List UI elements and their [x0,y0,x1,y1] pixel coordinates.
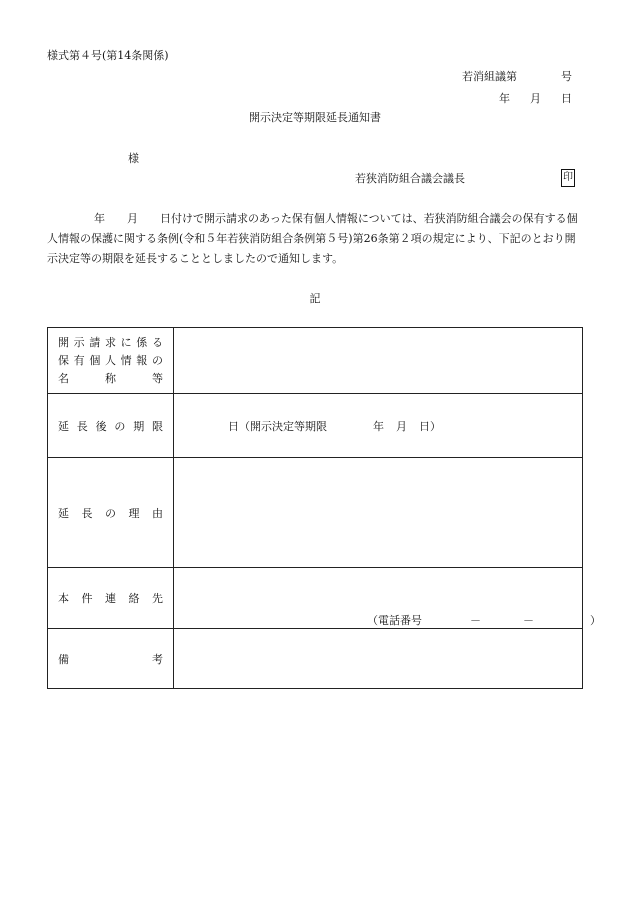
label-char: 絡 [128,592,140,605]
sender: 若狭消防組合議会議長 [355,172,465,185]
label-char: 個 [89,353,101,367]
label-char: 名 [58,371,69,385]
phone-number-line [367,612,601,628]
phone-open: （電話番号 [367,614,422,627]
label-char: 人 [104,353,116,367]
row-reason [48,458,583,568]
label-char: 係 [136,335,148,349]
label-char: 長 [81,506,93,520]
ext-close: 日） [419,419,441,433]
label-char: の [105,506,116,520]
document-number-prefix: 若消組議第 [462,70,517,83]
label-char: 長 [76,419,88,433]
body-text: 日付けで開示請求のあった保有個人情報については、若狭消防組合議会の保有する個人情報の保護に関する条例(令和５年若狭消防組合条例第５号)第26条第２項の規定により、下記のとおり開示決定等の期限を延長することとしましたので通知します。 [47,212,578,265]
label-char: 報 [136,353,148,367]
seal-mark: 印 [561,169,575,187]
label-line [58,352,163,370]
phone-dash-2: － [523,614,534,627]
label-contact [48,568,174,629]
body-paragraph [47,209,583,269]
value-extended-deadline[interactable] [174,394,583,458]
ext-day: 日 [228,419,239,433]
value-remarks[interactable] [174,629,583,689]
label-char: 等 [152,371,163,385]
body-month: 月 [127,212,138,225]
label-char: の [114,419,126,433]
form-number: 様式第４号(第14条関係) [47,49,169,62]
label-char: 考 [152,652,163,666]
label-char: に [120,335,132,349]
label-char: 開 [58,335,69,349]
label-char: 後 [95,419,107,433]
label-extended-deadline [48,394,174,458]
document-number-suffix: 号 [561,70,572,83]
phone-close: ） [590,614,601,627]
label-char: 由 [152,506,163,520]
ext-year: 年 [373,419,384,433]
label-char: 理 [128,506,140,520]
value-contact[interactable] [174,568,601,629]
row-information-name [48,328,583,394]
date-month: 月 [530,92,541,105]
value-reason[interactable] [174,458,583,568]
label-char: 延 [58,506,69,520]
ki-heading: 記 [309,292,321,305]
document-title: 開示決定等期限延長通知書 [249,111,381,124]
document-number [462,70,572,84]
addressee: 様 [128,152,139,165]
label-char: 本 [58,592,69,605]
value-information-name[interactable] [174,328,583,394]
label-line [58,370,163,388]
row-contact [48,568,583,629]
label-char: る [151,335,163,349]
label-char: の [151,353,163,367]
label-char: 求 [104,335,116,349]
label-char: 備 [58,652,69,666]
label-char: 限 [151,419,163,433]
info-table [47,327,601,689]
body-year: 年 [94,212,105,225]
label-char: 保 [58,353,69,367]
document-date [499,92,572,106]
label-char: 示 [73,335,85,349]
label-char: 先 [152,592,163,605]
label-information-name [48,328,174,394]
label-char: 請 [89,335,101,349]
ext-month: 月 [396,419,407,433]
label-char: 連 [105,592,116,605]
label-char: 有 [73,353,85,367]
label-remarks [48,629,174,689]
row-extended-deadline [48,394,583,458]
label-reason [48,458,174,568]
ext-open: （開示決定等期限 [239,419,327,433]
date-year: 年 [499,92,510,105]
label-char: 情 [120,353,132,367]
label-char: 件 [81,592,93,605]
label-char: 延 [58,419,69,433]
label-line [58,334,163,352]
label-char: 期 [133,419,145,433]
label-char: 称 [105,371,116,385]
date-day: 日 [561,92,572,105]
row-remarks [48,629,583,689]
phone-dash-1: － [470,614,481,627]
